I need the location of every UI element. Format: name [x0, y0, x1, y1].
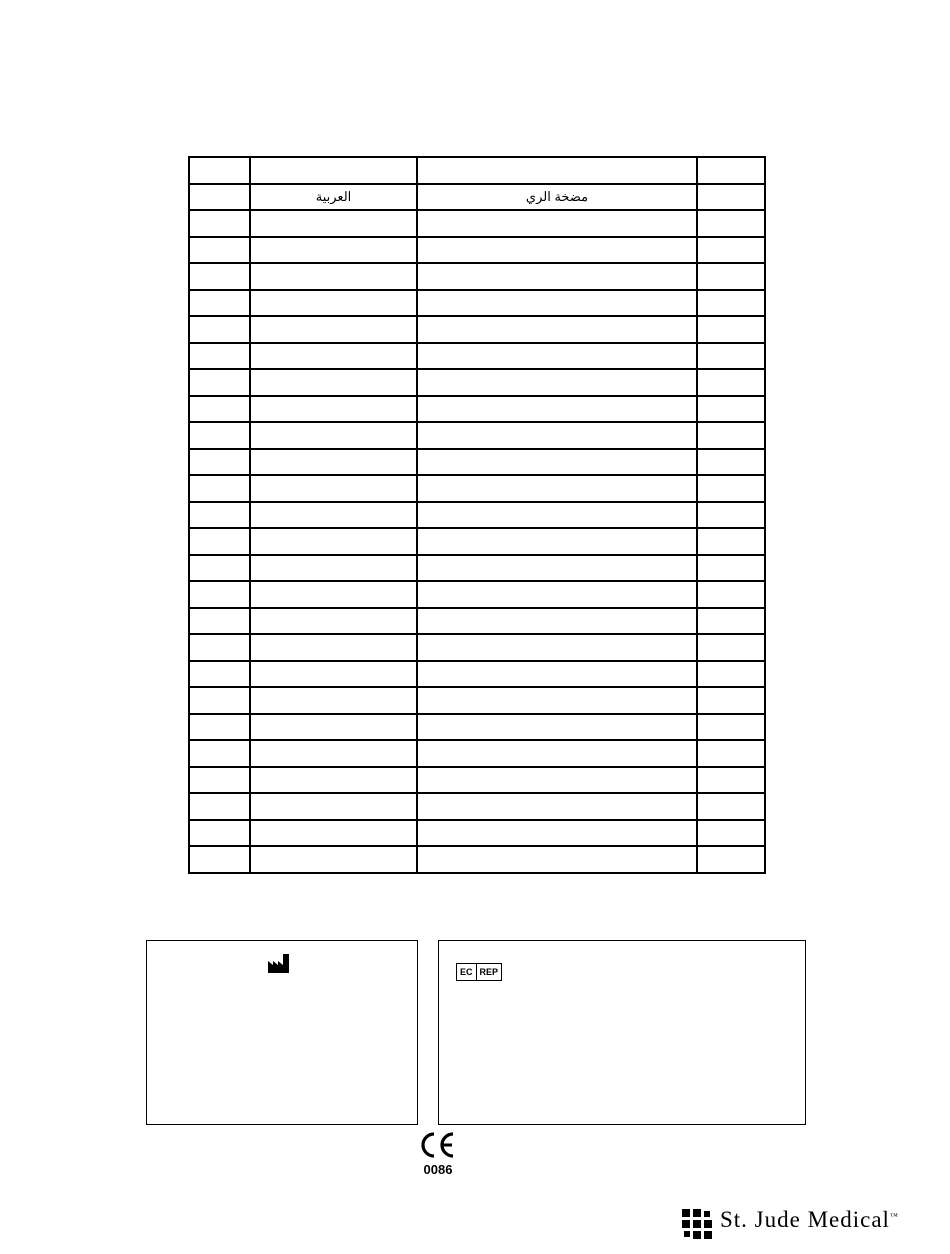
table-cell: [189, 316, 250, 343]
table-cell: [417, 369, 697, 396]
table-cell: [189, 608, 250, 635]
table-cell: [189, 449, 250, 476]
table-cell: [417, 237, 697, 264]
table-cell: [697, 714, 765, 741]
table-cell: [189, 237, 250, 264]
table-row: [189, 528, 765, 555]
table-cell: [697, 767, 765, 794]
table-cell: [250, 528, 417, 555]
table-row: [189, 793, 765, 820]
table-cell: [250, 237, 417, 264]
table-row: [189, 555, 765, 582]
table-cell: [250, 581, 417, 608]
table-cell: [697, 396, 765, 423]
table-cell: [250, 661, 417, 688]
table-cell: [189, 740, 250, 767]
table-cell: [697, 555, 765, 582]
table-row: [189, 237, 765, 264]
st-jude-logo-icon: [682, 1209, 716, 1243]
table-cell: [189, 555, 250, 582]
table-row: [189, 396, 765, 423]
table-row: [189, 210, 765, 237]
table-cell: [417, 422, 697, 449]
table-cell: [417, 502, 697, 529]
product-name-cell: مضخة الري: [417, 184, 697, 211]
language-table-body: [189, 157, 765, 873]
table-cell: [697, 157, 765, 184]
table-cell: [189, 687, 250, 714]
table-cell: [697, 528, 765, 555]
table-cell: [417, 528, 697, 555]
table-cell: [189, 184, 250, 211]
table-cell: [697, 369, 765, 396]
table-cell: [189, 502, 250, 529]
table-cell: [417, 740, 697, 767]
table-row: [189, 581, 765, 608]
table-row: [189, 846, 765, 873]
table-cell: [250, 369, 417, 396]
table-row: [189, 740, 765, 767]
trademark: ™: [889, 1211, 899, 1221]
table-row: [189, 608, 765, 635]
table-cell: [189, 396, 250, 423]
table-cell: [417, 581, 697, 608]
table-cell: [697, 449, 765, 476]
table-cell: [417, 714, 697, 741]
table-cell: [250, 290, 417, 317]
table-cell: [250, 343, 417, 370]
table-cell: [250, 210, 417, 237]
table-cell: [189, 290, 250, 317]
table-row: [189, 475, 765, 502]
table-header-row: [189, 157, 765, 184]
table-cell: [417, 157, 697, 184]
table-cell: [250, 634, 417, 661]
ce-mark-icon: [420, 1131, 456, 1159]
table-cell: [250, 767, 417, 794]
table-cell: [417, 793, 697, 820]
table-cell: [250, 316, 417, 343]
table-cell: [697, 290, 765, 317]
table-row: [189, 343, 765, 370]
table-cell: [189, 369, 250, 396]
table-cell: [189, 475, 250, 502]
brand-name-text: St. Jude Medical: [720, 1207, 890, 1232]
table-cell: [697, 237, 765, 264]
table-cell: [189, 820, 250, 847]
table-cell: [417, 210, 697, 237]
table-cell: [697, 634, 765, 661]
table-cell: [697, 687, 765, 714]
notified-body-number: 0086: [423, 1162, 453, 1177]
table-cell: [189, 793, 250, 820]
table-cell: [189, 634, 250, 661]
table-cell: [417, 608, 697, 635]
table-cell: [417, 634, 697, 661]
table-row: [189, 316, 765, 343]
ec-label: EC: [460, 967, 473, 977]
table-row: [189, 714, 765, 741]
table-cell: [417, 396, 697, 423]
language-table: [188, 156, 766, 874]
table-cell: [697, 502, 765, 529]
table-cell: [250, 475, 417, 502]
table-row: [189, 502, 765, 529]
table-cell: [189, 581, 250, 608]
table-cell: [417, 846, 697, 873]
table-row: [189, 449, 765, 476]
table-cell: [697, 820, 765, 847]
table-cell: [417, 449, 697, 476]
table-cell: [697, 740, 765, 767]
table-cell: [189, 846, 250, 873]
table-row: [189, 369, 765, 396]
table-cell: [250, 820, 417, 847]
table-cell: [250, 687, 417, 714]
table-row: [189, 634, 765, 661]
table-row: [189, 687, 765, 714]
table-cell: [189, 714, 250, 741]
table-cell: [250, 157, 417, 184]
table-row: [189, 184, 765, 211]
table-cell: [417, 316, 697, 343]
table-cell: [250, 449, 417, 476]
table-cell: [697, 608, 765, 635]
brand-name: [720, 1207, 899, 1233]
table-cell: [250, 793, 417, 820]
table-cell: [189, 263, 250, 290]
table-cell: [250, 714, 417, 741]
table-cell: [697, 422, 765, 449]
table-cell: [250, 608, 417, 635]
factory-icon: [267, 953, 293, 973]
table-cell: [250, 422, 417, 449]
table-row: [189, 661, 765, 688]
table-cell: [697, 793, 765, 820]
table-row: [189, 263, 765, 290]
table-cell: [417, 475, 697, 502]
table-cell: [250, 740, 417, 767]
table-cell: [417, 290, 697, 317]
table-cell: [189, 661, 250, 688]
table-cell: [417, 263, 697, 290]
table-cell: [697, 846, 765, 873]
table-cell: [189, 210, 250, 237]
table-cell: [250, 555, 417, 582]
ec-rep-badge: [456, 963, 502, 981]
table-row: [189, 290, 765, 317]
table-row: [189, 422, 765, 449]
table-cell: [697, 210, 765, 237]
table-cell: [250, 846, 417, 873]
table-cell: [189, 767, 250, 794]
language-name-cell: العربية: [250, 184, 417, 211]
table-cell: [697, 581, 765, 608]
ec-rep-box: [438, 940, 806, 1125]
table-cell: [417, 767, 697, 794]
table-cell: [697, 263, 765, 290]
table-cell: [189, 422, 250, 449]
table-cell: [189, 528, 250, 555]
table-row: [189, 820, 765, 847]
rep-label: REP: [476, 964, 502, 980]
table-cell: [189, 157, 250, 184]
table-cell: [697, 316, 765, 343]
table-cell: [697, 184, 765, 211]
table-cell: [189, 343, 250, 370]
table-cell: [250, 502, 417, 529]
manufacturer-box: [146, 940, 418, 1125]
table-cell: [697, 475, 765, 502]
table-cell: [417, 820, 697, 847]
table-row: [189, 767, 765, 794]
table-cell: [417, 343, 697, 370]
table-cell: [417, 687, 697, 714]
table-cell: [250, 396, 417, 423]
table-cell: [417, 555, 697, 582]
table-cell: [697, 661, 765, 688]
table-cell: [417, 661, 697, 688]
table-cell: [250, 263, 417, 290]
table-cell: [697, 343, 765, 370]
